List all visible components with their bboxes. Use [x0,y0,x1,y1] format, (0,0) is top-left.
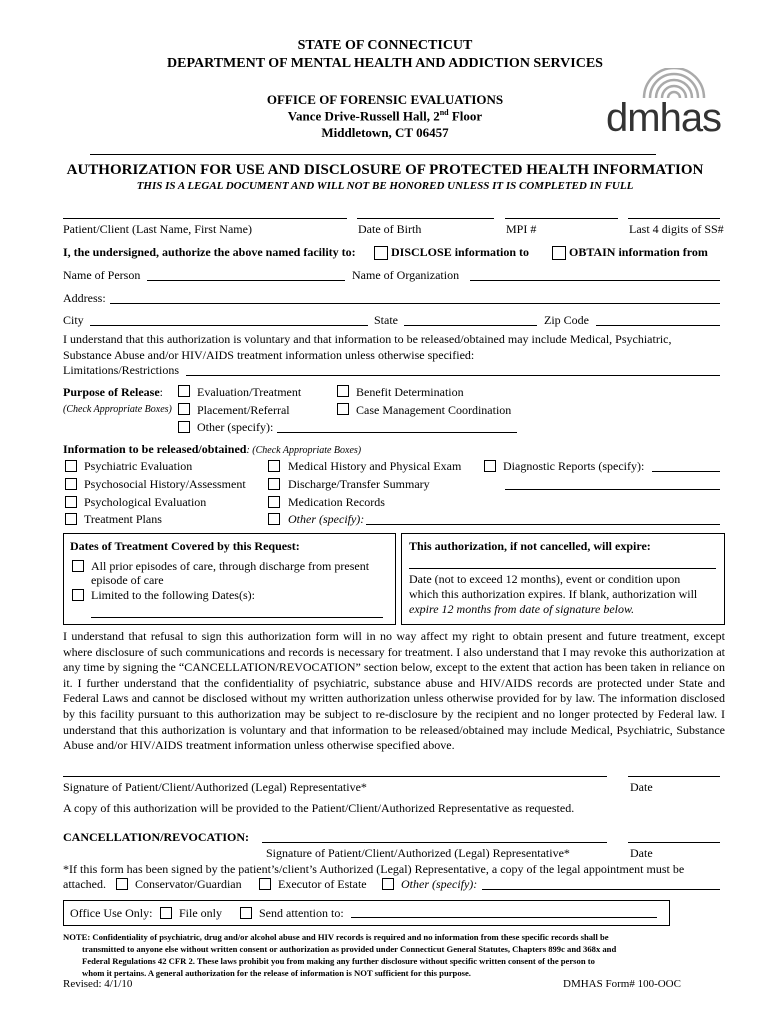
file-only-label: File only [179,906,223,920]
disclose-label: DISCLOSE information to [391,245,530,259]
psychological-checkbox[interactable] [65,496,77,508]
ssn-field[interactable] [628,218,720,219]
dob-label: Date of Birth [358,222,422,236]
state-label: State [374,313,398,327]
evaluation-label: Evaluation/Treatment [197,385,302,399]
understand-paragraph: I understand that this authorization is voluntary and that information to be released/obtained may include Medical, Psychiatric, Substance Abuse and/or HIV/AIDS treatment information unless otherwise specified: [63,332,672,362]
name-of-org-field[interactable] [470,280,720,281]
case-mgmt-checkbox[interactable] [337,403,349,415]
all-episodes-label-2: episode of care [91,573,164,587]
info-other-checkbox[interactable] [268,513,280,525]
header-department: DEPARTMENT OF MENTAL HEALTH AND ADDICTION SERVICES [167,56,603,71]
purpose-other-field[interactable] [277,432,517,433]
diagnostic-checkbox[interactable] [484,460,496,472]
cancellation-date-label: Date [630,846,653,860]
purpose-other-label: Other (specify): [197,420,274,434]
expire-title: This authorization, if not cancelled, will expire: [409,539,651,553]
signature-date-label: Date [630,780,653,794]
check-note: (Check Appropriate Boxes) [63,404,172,415]
cancellation-sig-label: Signature of Patient/Client/Authorized (Legal) Representative* [266,846,570,860]
dates-title: Dates of Treatment Covered by this Request: [70,539,300,553]
placement-checkbox[interactable] [178,403,190,415]
ssn-label: Last 4 digits of SS# [629,222,724,236]
cancel-other-label: Other (specify): [401,877,478,891]
signature-field[interactable] [63,776,607,777]
send-attention-label: Send attention to: [259,906,344,920]
medical-history-label: Medical History and Physical Exam [288,459,462,473]
psych-eval-label: Psychiatric Evaluation [84,459,193,473]
info-label: Information to be released/obtained: (Check Appropriate Boxes) [63,442,362,456]
refusal-paragraph: I understand that refusal to sign this authorization form will in no way affect my right to obtain present and future treatment, except where disclosure of such communications and records is necessary for treatment. I also understand that I may revoke this authorization at any time by signing the “CANCELLATION/REVOCATION” section below, except to the extent that action has been taken in reliance on it. I further understand that the confidentiality of psychiatric, substance abuse and HIV/AIDS records are protected under State and Federal Laws and cannot be disclosed without my written authorization unless otherwise provided for by law. The information disclosed by this facility pursuant to this authorization may be subject to re-disclosure by the recipient and no longer protected by Federal law. I understand that this authorization is voluntary and that information to be released/obtained may include Medical, Psychiatric, Substance Abuse and/or HIV/AIDS treatment information unless otherwise specified above. [63,629,725,753]
cancel-other-field[interactable] [482,889,720,890]
case-mgmt-label: Case Management Coordination [356,403,512,417]
logo-text: dmhas [606,96,722,140]
limitations-label: Limitations/Restrictions [63,363,179,377]
city-field[interactable] [90,325,368,326]
info-other-label: Other (specify): [288,512,365,526]
executor-checkbox[interactable] [259,878,271,890]
send-attention-field[interactable] [351,917,657,918]
conservator-label: Conservator/Guardian [135,877,242,891]
copy-note: A copy of this authorization will be provided to the Patient/Client/Authorized Representative as requested. [63,801,575,815]
signature-date-field[interactable] [628,776,720,777]
authorize-text: I, the undersigned, authorize the above named facility to: [63,245,356,259]
discharge-label: Discharge/Transfer Summary [288,477,430,491]
expire-line1: Date (not to exceed 12 months), event or condition upon [409,572,681,586]
cancellation-signature-field[interactable] [262,842,607,843]
attached-label: attached. [63,877,106,891]
note-line1: NOTE: Confidentiality of psychiatric, drug and/or alcohol abuse and HIV records is required and no information from these specific records shall be [63,932,609,942]
limited-dates-label: Limited to the following Dates(s): [91,588,255,602]
address-field[interactable] [110,303,720,304]
psych-eval-checkbox[interactable] [65,460,77,472]
purpose-other-checkbox[interactable] [178,421,190,433]
expire-field[interactable] [409,568,716,569]
header-office: OFFICE OF FORENSIC EVALUATIONS [266,92,504,107]
cancel-other-checkbox[interactable] [382,878,394,890]
zip-field[interactable] [596,325,720,326]
name-of-person-field[interactable] [147,280,345,281]
cancellation-label: CANCELLATION/REVOCATION: [63,830,249,844]
psychosocial-checkbox[interactable] [65,478,77,490]
mpi-field[interactable] [505,218,618,219]
benefit-label: Benefit Determination [356,385,464,399]
name-of-person-label: Name of Person [63,268,141,282]
placement-label: Placement/Referral [197,403,290,417]
cancellation-date-field[interactable] [628,842,720,843]
treatment-plans-label: Treatment Plans [84,512,162,526]
dob-field[interactable] [357,218,494,219]
legal-note: *If this form has been signed by the patient’s/client’s Authorized (Legal) Representative, a copy of the legal appointment must be [63,862,685,876]
address-label: Address: [63,291,106,305]
signature-label: Signature of Patient/Client/Authorized (Legal) Representative* [63,780,367,794]
executor-label: Executor of Estate [278,877,367,891]
expire-line3: expire 12 months from date of signature below. [409,602,635,616]
dmhas-logo [604,68,724,148]
header-address-line2: Middletown, CT 06457 [321,125,449,140]
disclose-checkbox[interactable] [374,246,388,260]
obtain-checkbox[interactable] [552,246,566,260]
header-state: STATE OF CONNECTICUT [297,38,473,53]
expire-line2: which this authorization expires. If blank, authorization will [409,587,698,601]
state-field[interactable] [404,325,537,326]
diagnostic-field-2[interactable] [505,489,720,490]
purpose-label: Purpose of Release: [63,385,163,399]
mpi-label: MPI # [506,222,537,236]
patient-name-label: Patient/Client (Last Name, First Name) [63,222,252,236]
limitations-field[interactable] [186,375,720,376]
evaluation-checkbox[interactable] [178,385,190,397]
note-line4: whom it pertains. A general authorization for the release of information is NOT sufficient for this purpose. [82,968,471,978]
treatment-plans-checkbox[interactable] [65,513,77,525]
form-number: DMHAS Form# 100-OOC [563,978,681,990]
form-subtitle: THIS IS A LEGAL DOCUMENT AND WILL NOT BE HONORED UNLESS IT IS COMPLETED IN FULL [136,180,634,192]
city-label: City [63,313,84,327]
office-use-label: Office Use Only: [70,906,153,920]
info-other-field[interactable] [366,524,720,525]
form-title: AUTHORIZATION FOR USE AND DISCLOSURE OF PROTECTED HEALTH INFORMATION [66,162,704,178]
all-episodes-label: All prior episodes of care, through discharge from present [91,559,370,573]
office-use-box [63,900,670,926]
header-divider [90,154,656,155]
name-of-org-label: Name of Organization [352,268,460,282]
psychological-label: Psychological Evaluation [84,495,207,509]
limited-dates-field[interactable] [91,617,383,618]
psychosocial-label: Psychosocial History/Assessment [84,477,246,491]
all-episodes-checkbox[interactable] [72,560,84,572]
medical-history-checkbox[interactable] [268,460,280,472]
zip-label: Zip Code [544,313,589,327]
conservator-checkbox[interactable] [116,878,128,890]
note-line3: Federal Regulations 42 CFR 2. These laws prohibit you from making any further disclosure without specific written consent of the person to [82,956,595,966]
file-only-checkbox[interactable] [160,907,172,919]
medication-label: Medication Records [288,495,385,509]
patient-name-field[interactable] [63,218,347,219]
obtain-label: OBTAIN information from [569,245,708,259]
diagnostic-field[interactable] [652,471,720,472]
send-attention-checkbox[interactable] [240,907,252,919]
note-line2: transmitted to anyone else without written consent or authorization as provided under Connecticut General Statutes, Chapters 899c and 368x and [82,944,617,954]
diagnostic-label: Diagnostic Reports (specify): [503,459,645,473]
discharge-checkbox[interactable] [268,478,280,490]
header-address-line1: Vance Drive-Russell Hall, 2nd Floor [287,108,483,124]
benefit-checkbox[interactable] [337,385,349,397]
revised-date: Revised: 4/1/10 [63,978,133,990]
limited-dates-checkbox[interactable] [72,589,84,601]
medication-checkbox[interactable] [268,496,280,508]
